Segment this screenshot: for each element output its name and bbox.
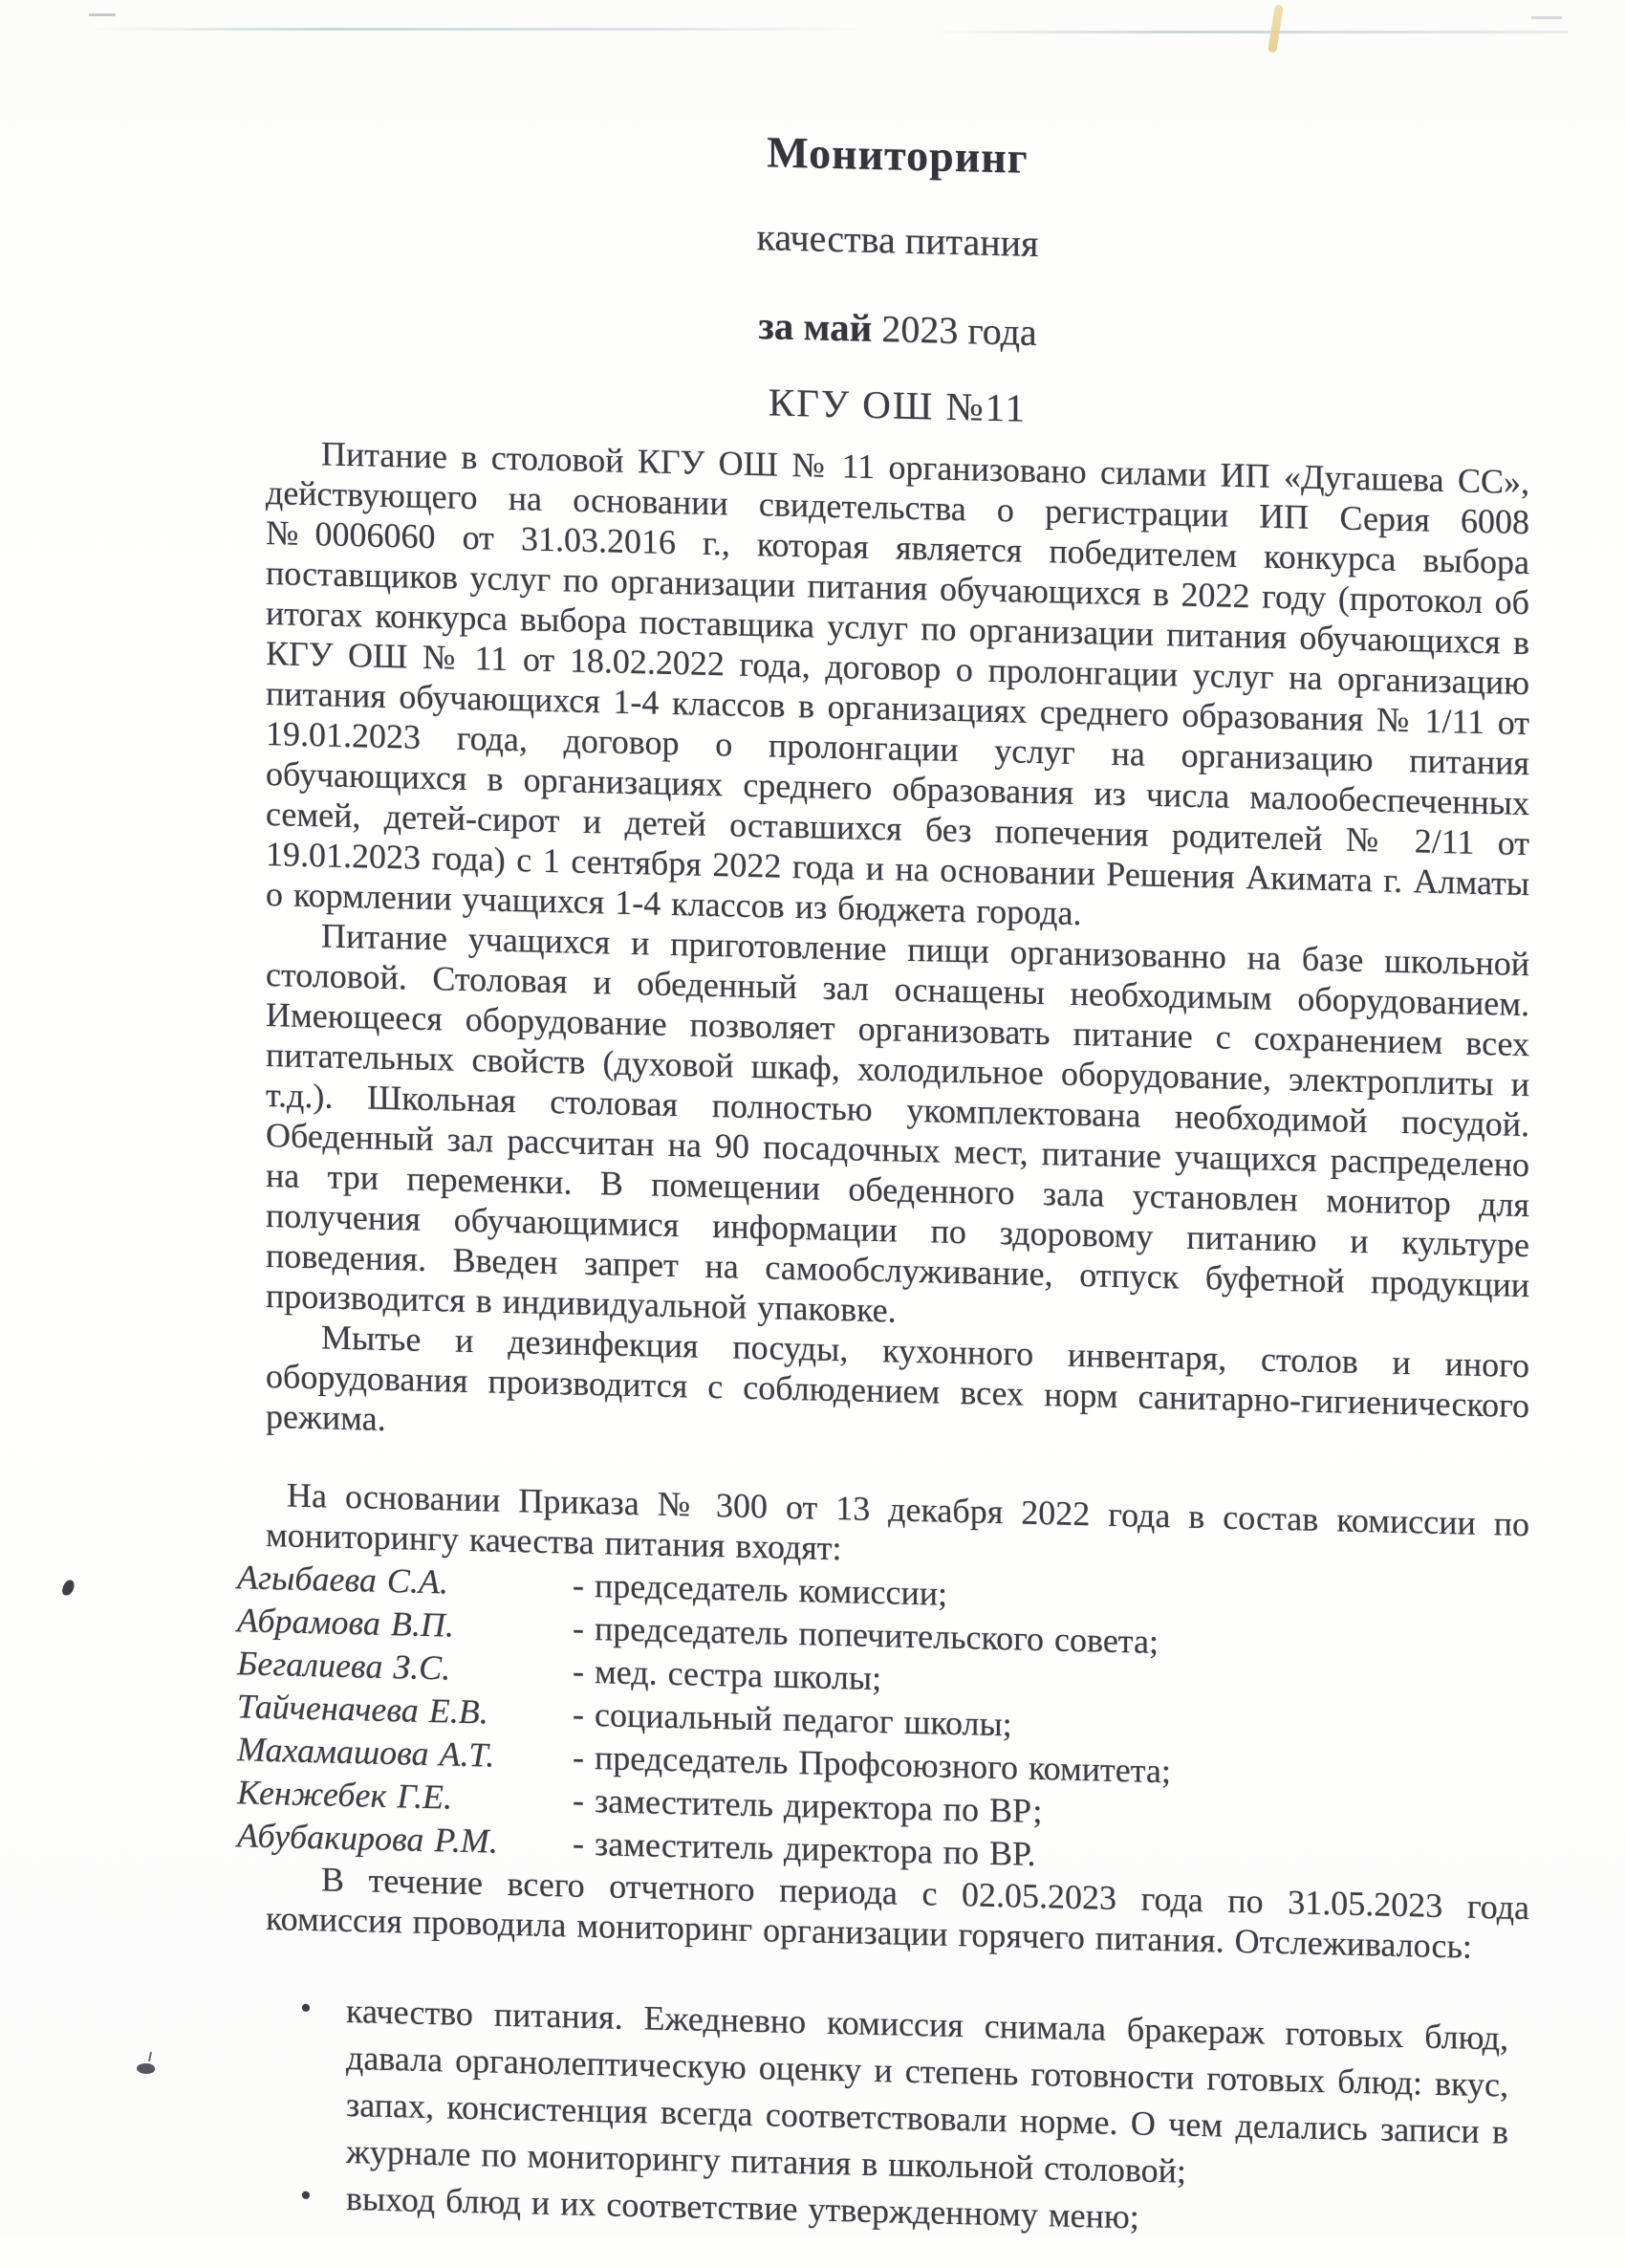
monitoring-bullet-list [266,1986,1508,2250]
bullet-dot-icon: • [300,2177,312,2214]
document-body [237,432,1529,2250]
report-period-year: 2023 года [872,306,1037,355]
member-role: председатель Профсоюзного комитета; [595,1738,1171,1791]
bullet-item-food-quality [266,1986,1508,2203]
document-title: Мониторинг [767,127,1029,183]
member-name: Тайченачева Е.В. [237,1687,488,1732]
dash-separator: - [573,1651,584,1690]
report-period-month: за май [758,303,873,350]
dash-separator: - [573,1608,584,1647]
dash-separator: - [573,1737,584,1777]
member-role: мед. сестра школы; [595,1652,882,1698]
member-role: социальный педагог школы; [595,1695,1012,1744]
dash-separator: - [573,1780,584,1820]
member-name: Бегалиева З.С. [237,1644,451,1688]
paragraph-dishwashing: Мытье и дезинфекция посуды, кухонного инвентаря, столов и иного оборудования производится с соблюдением всех норм санитарно-гигиенического режима. [266,1318,1529,1438]
paragraph-canteen-equipment: Питание учащихся и приготовление пищи организованно на базе школьной столовой. Столовая и обеденный зал оснащены необходимым оборудованием. Имеющееся оборудование позволяет организовать питание с сохранением всех питательных свойств (духовой шкаф, холодильное оборудование, электроплиты и т.д.). Школьная столовая полностью укомплектована необходимой посудой. Обеденный зал рассчитан на 90 посадочных мест, питание учащихся распределено на три переменки. В помещении обеденного зала установлен монитор для получения обучающимися информации по здоровому питанию и культуре поведения. Введен запрет на самообслуживание, отпуск буфетной продукции производится в индивидуальной упаковке. [266,916,1529,1330]
bullet-text: качество питания. Ежедневно комиссия снимала бракераж готовых блюд, давала органолептическую оценку и степень готовности готовых блюд: вкус, запах, консистенция всегда соответствовали норме. О чем делались записи в журнале по мониторингу питания в школьной столовой; [346,1991,1508,2191]
member-name: Абрамова В.П. [237,1601,454,1645]
bullet-dot-icon: • [300,1990,312,2027]
bullet-text: выход блюд и их соответствие утвержденному меню; [346,2178,1139,2236]
paragraph-commission-order: На основании Приказа № 300 от 13 декабря 2022 года в состав комиссии по мониторингу качества питания входят: [266,1475,1529,1568]
member-role: заместитель директора по ВР; [595,1781,1043,1831]
document-subtitle: качества питания [756,215,1039,266]
report-period [266,291,1529,366]
member-role: председатель комиссии; [595,1566,947,1613]
paragraph-monitoring-period: В течение всего отчетного периода с 02.05.2023 года по 31.05.2023 года комиссия проводила мониторинг организации горячего питания. Отслеживалось: [266,1860,1529,1966]
dash-separator: - [573,1565,584,1604]
paragraph-catering-provider: Питание в столовой КГУ ОШ № 11 организовано силами ИП «Дугашева СС», действующего на основании свидетельства о регистрации ИП Серия 6008 №0006060 от 31.03.2016 г., которая является победителем конкурса выбора поставщиков услуг по организации питания обучающихся в 2022 году (протокол об итогах конкурса выбора поставщика услуг по организации питания обучающихся в КГУ ОШ № 11 от 18.02.2022 года, договор о пролонгации услуг на организацию питания обучающихся 1-4 классов в организациях среднего образования № 1/11 от 19.01.2023 года, договор о пролонгации услуг на организацию питания обучающихся в организациях среднего образования из числа малообеспеченных семей, детей-сирот и детей оставшихся без попечения родителей № 2/11 от 19.01.2023 года) с 1 сентября 2022 года и на основании Решения Акимата г. Алматы о кормлении учащихся 1-4 классов из бюджета города. [266,434,1529,933]
dash-separator: - [573,1694,584,1734]
member-role: председатель попечительского совета; [595,1609,1159,1662]
member-name: Махамашова А.Т. [237,1730,495,1775]
member-role: заместитель директора по ВР. [595,1824,1036,1873]
member-name: Кенжебек Г.Е. [237,1773,453,1817]
member-name: Агыбаева С.А. [237,1558,448,1602]
dash-separator: - [573,1823,584,1863]
commission-list [237,1556,1529,1887]
member-name: Абубакирова Р.М. [237,1816,498,1861]
school-name: КГУ ОШ №11 [768,380,1028,430]
